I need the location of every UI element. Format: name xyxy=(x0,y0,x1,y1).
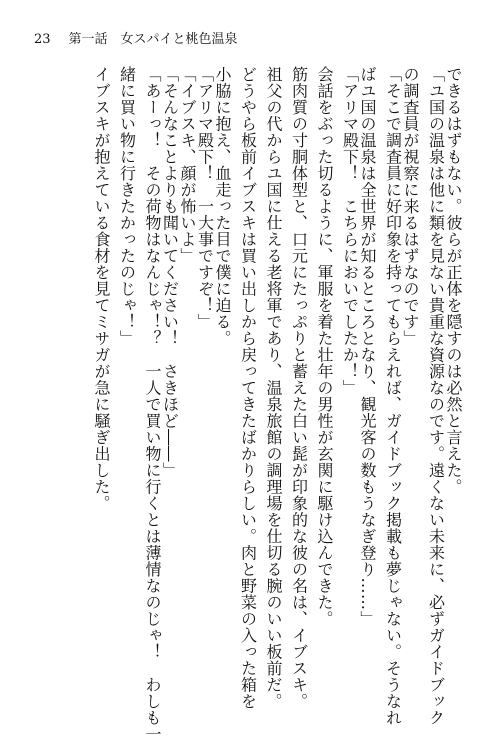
narration-line: 祖父の代からユ国に仕える老将軍であり、温泉旅館の調理場を仕切る腕のいい板前だ。 xyxy=(264,66,283,710)
narration-line: 小脇に抱え、血走った目で僕に迫る。 xyxy=(213,66,232,347)
dialogue-line: 「そこで調査員に好印象を持ってもらえれば、ガイドブック掲載も夢じゃない。そうなれ xyxy=(383,66,403,726)
narration-line: の調査員が視察に来るはずなのです」 xyxy=(401,66,420,347)
narration-line: できるはずもない。彼らが正体を隠すのは必然と言えた。 xyxy=(444,66,463,495)
narration-line: 筋肉質の寸胴体型と、口元にたっぷりと蓄えた白い髭が印象的な彼の名は、イブスキ。 xyxy=(289,66,309,710)
narration-line: ばユ国の温泉は全世界が知るところとなり、観光客の数もうなぎ登り……」 xyxy=(358,66,377,627)
narration-line: イブスキが抱えている食材を見てミサガが急に騒ぎ出した。 xyxy=(92,66,111,512)
dialogue-line: 「イブスキ、顔が怖いよ」 xyxy=(178,66,197,264)
dialogue-line: 「アリマ殿下！ こちらにおいでしたか！」 xyxy=(340,66,360,396)
dialogue-line: 「アリマ殿下！ 一大事ですぞ！」 xyxy=(195,66,215,330)
dialogue-line: 「ユ国の温泉は他に類を見ない貴重な資源なのです。遠くない未来に、必ずガイドブック xyxy=(426,66,446,726)
running-header xyxy=(34,32,238,48)
narration-line: どうやら板前イブスキは買い出しから戻ってきたばかりらしい。肉と野菜の入った箱を xyxy=(238,66,258,710)
narration-line: 緒に買い物に行きたかったのじゃ！」 xyxy=(117,66,137,347)
narration-line: 会話をぶった切るように、軍服を着た壮年の男性が玄関に駆け込んできた。 xyxy=(315,66,334,627)
vertical-text-body xyxy=(89,66,467,743)
chapter-title: 第一話 女スパイと桃色温泉 xyxy=(68,32,238,47)
page-number: 23 xyxy=(34,32,51,47)
dialogue-line: 「あーっ！ その荷物はなんじゃ！？ 一人で買い物に行くとは薄情なのじゃ！ わしも一 xyxy=(143,66,162,743)
dialogue-line: 「そんなことよりも聞いてください！ さきほど――」 xyxy=(160,66,180,479)
